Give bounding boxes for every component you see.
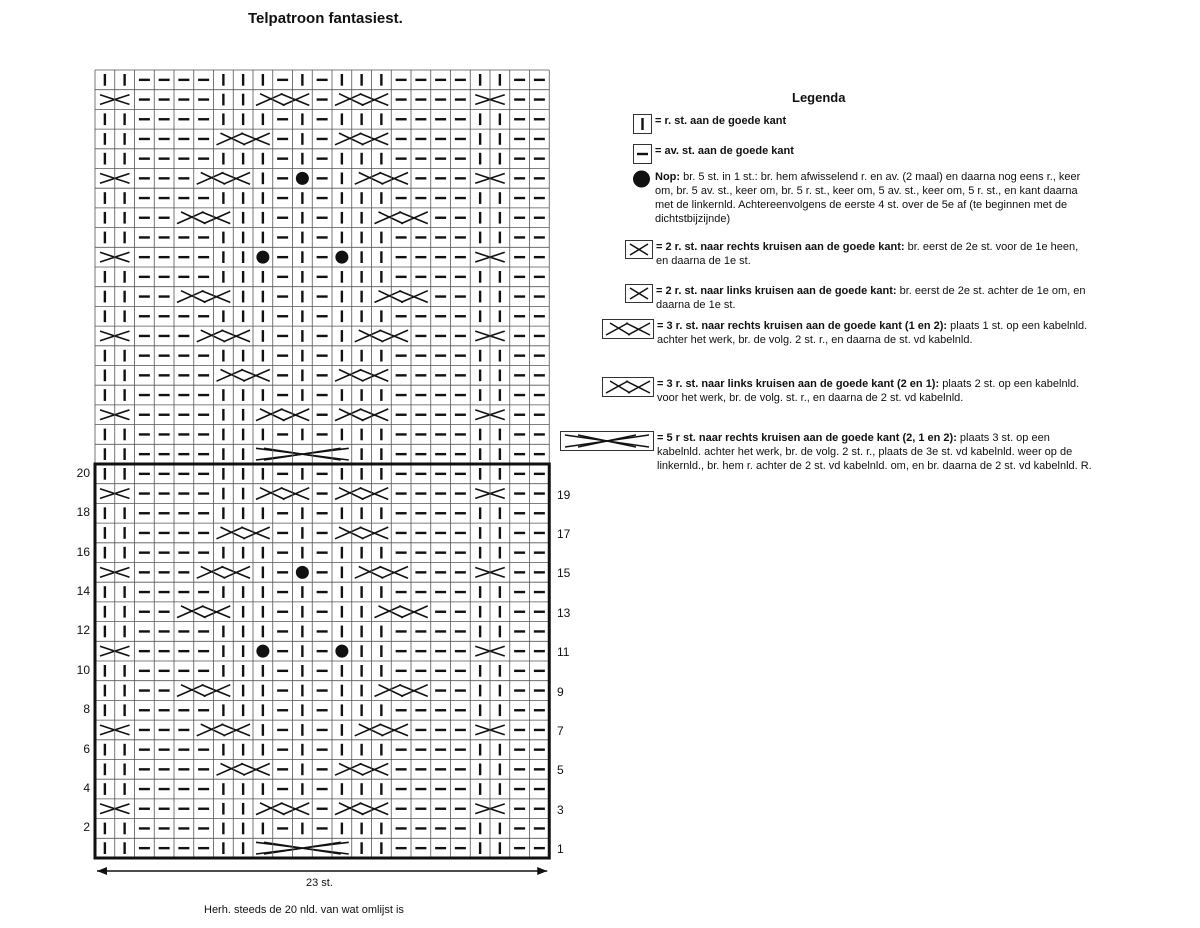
legend-text [652,144,794,158]
row-number-right: 9 [557,684,564,699]
row-number-left: 12 [76,623,90,638]
cross-3-right-icon [602,319,654,339]
cable-3-icon [197,330,250,342]
row-number-right: 1 [557,842,564,857]
row-number-left: 16 [76,544,90,559]
cross-5-right-icon [560,431,654,451]
cable-3-icon [375,606,428,618]
cross-3-left-icon [602,377,654,397]
legend-symbol-name: = r. st. aan de goede kant [655,115,787,127]
legend-symbol-name: = av. st. aan de goede kant [655,145,794,157]
cable-3-icon [217,764,270,776]
cable-3-icon [177,212,230,224]
cable-5-icon [256,842,349,854]
cable-3-icon [335,370,388,382]
legend-description: br. eerst de 2e st. voor de 1e heen, en daarna de 1e st. [656,241,1079,267]
legend-symbol-name: = 2 r. st. naar rechts kruisen aan de goede kant: [656,241,905,253]
legend-symbol-name: = 5 r st. naar rechts kruisen aan de goede kant (2, 1 en 2): [657,432,957,444]
row-number-right: 3 [557,802,564,817]
cable-3-icon [197,173,250,185]
cable-3-icon [355,173,408,185]
cable-3-icon [177,606,230,618]
bobble-dot-icon [256,251,269,264]
cable-3-icon [256,803,309,815]
knit-bar-icon [633,114,652,134]
cable-3-icon [217,527,270,539]
row-number-left: 4 [83,781,90,796]
row-number-right: 19 [557,487,571,502]
cable-3-icon [355,724,408,736]
legend-text [652,114,786,128]
legend-text [653,284,1092,312]
legend-symbol-name: = 3 r. st. naar links kruisen aan de goede kant (2 en 1): [657,378,940,390]
legend-text [652,170,1092,226]
arrow-left-icon [97,867,107,875]
row-number-right: 13 [557,605,571,620]
cable-3-icon [256,94,309,106]
row-number-left: 8 [83,702,90,717]
row-number-right: 7 [557,723,564,738]
legend-item [625,284,1092,312]
cable-3-icon [335,94,388,106]
row-number-right: 11 [557,645,570,660]
cable-3-icon [355,567,408,579]
cable-3-icon [355,330,408,342]
cable-3-icon [177,291,230,303]
bobble-dot-icon [296,172,309,185]
row-number-left: 14 [76,584,90,599]
legend-description: plaats 2 st. op een kabelnld. voor het werk, br. de volg. st. r., en daarna de 2 st. vd kabelnld. [657,378,1080,404]
legend-text [654,319,1092,347]
cable-3-icon [335,764,388,776]
cable-3-icon [256,488,309,500]
cross-2-left-icon [625,284,653,303]
row-number-left: 10 [76,662,90,677]
row-number-right: 17 [557,526,571,541]
row-number-right: 15 [557,566,571,581]
cable-3-icon [335,133,388,145]
cable-3-icon [197,724,250,736]
row-number-left: 2 [83,820,90,835]
arrow-right-icon [537,867,547,875]
cable-3-icon [197,567,250,579]
row-number-right: 5 [557,763,564,778]
row-number-left: 6 [83,741,90,756]
legend-text [654,377,1092,405]
legend-item [633,170,1092,226]
cable-3-icon [335,488,388,500]
bobble-dot-icon [633,170,652,190]
cable-3-icon [217,133,270,145]
cable-3-icon [375,291,428,303]
legend-item [633,144,1092,164]
cable-3-icon [335,527,388,539]
legend-item [625,240,1092,268]
legend-symbol-name: = 3 r. st. naar rechts kruisen aan de goede kant (1 en 2): [657,320,948,332]
bobble-dot-icon [335,251,348,264]
legend-description: br. eerst de 2e st. achter de 1e om, en daarna de 1e st. [656,285,1086,311]
cable-5-icon [256,448,349,460]
legend-item [602,319,1092,347]
cable-3-icon [256,409,309,421]
row-number-left: 18 [76,505,90,520]
cable-3-icon [335,409,388,421]
bobble-dot-icon [256,645,269,658]
legend-description: plaats 1 st. op een kabelnld. achter het werk, br. de volg. 2 st. r., en daarna de st. vd kabelnld. [657,320,1088,346]
bobble-dot-icon [335,645,348,658]
cable-3-icon [375,685,428,697]
cable-3-icon [217,370,270,382]
bobble-dot-icon [296,566,309,579]
legend-item [633,114,1092,134]
legend-title: Legenda [792,90,846,105]
legend-text [654,431,1092,473]
legend-description: plaats 3 st. op een kabelnld. achter het werk, br. de volg. 2 st. r., plaats de 3e st. vd kabelnld. weer op de linkernld., br. hem r. achter de 2 st. vd kabelnld. om, en br. daarna de 2 st. vd kabelnld. R. [657,432,1092,472]
page-title: Telpatroon fantasiest. [248,10,403,27]
legend-item [560,431,1092,473]
cable-3-icon [335,803,388,815]
row-number-left: 20 [76,465,90,480]
repeat-note: Herh. steeds de 20 nld. van wat omlijst is [204,904,404,916]
purl-dash-icon [633,144,652,164]
legend-symbol-name: = 2 r. st. naar links kruisen aan de goede kant: [656,285,897,297]
stitch-count-label: 23 st. [306,877,333,889]
cable-3-icon [375,212,428,224]
cross-2-right-icon [625,240,653,259]
legend-text [653,240,1092,268]
cable-3-icon [177,685,230,697]
legend-item [602,377,1092,405]
legend-symbol-name: Nop: [655,171,681,183]
legend-description: br. 5 st. in 1 st.: br. hem afwisselend r. en av. (2 maal) en daarna nog eens r., keer om, br. 5 av. st., keer om, br. 5 r. st., keer om, 5 av. st., keer om, 5 r. st., en kant daarna met de linkernld. Achtereenvolgens de eerste 4 st. over de 5e af (te beginnen met de dichtstbijzijnde) [655,171,1081,225]
